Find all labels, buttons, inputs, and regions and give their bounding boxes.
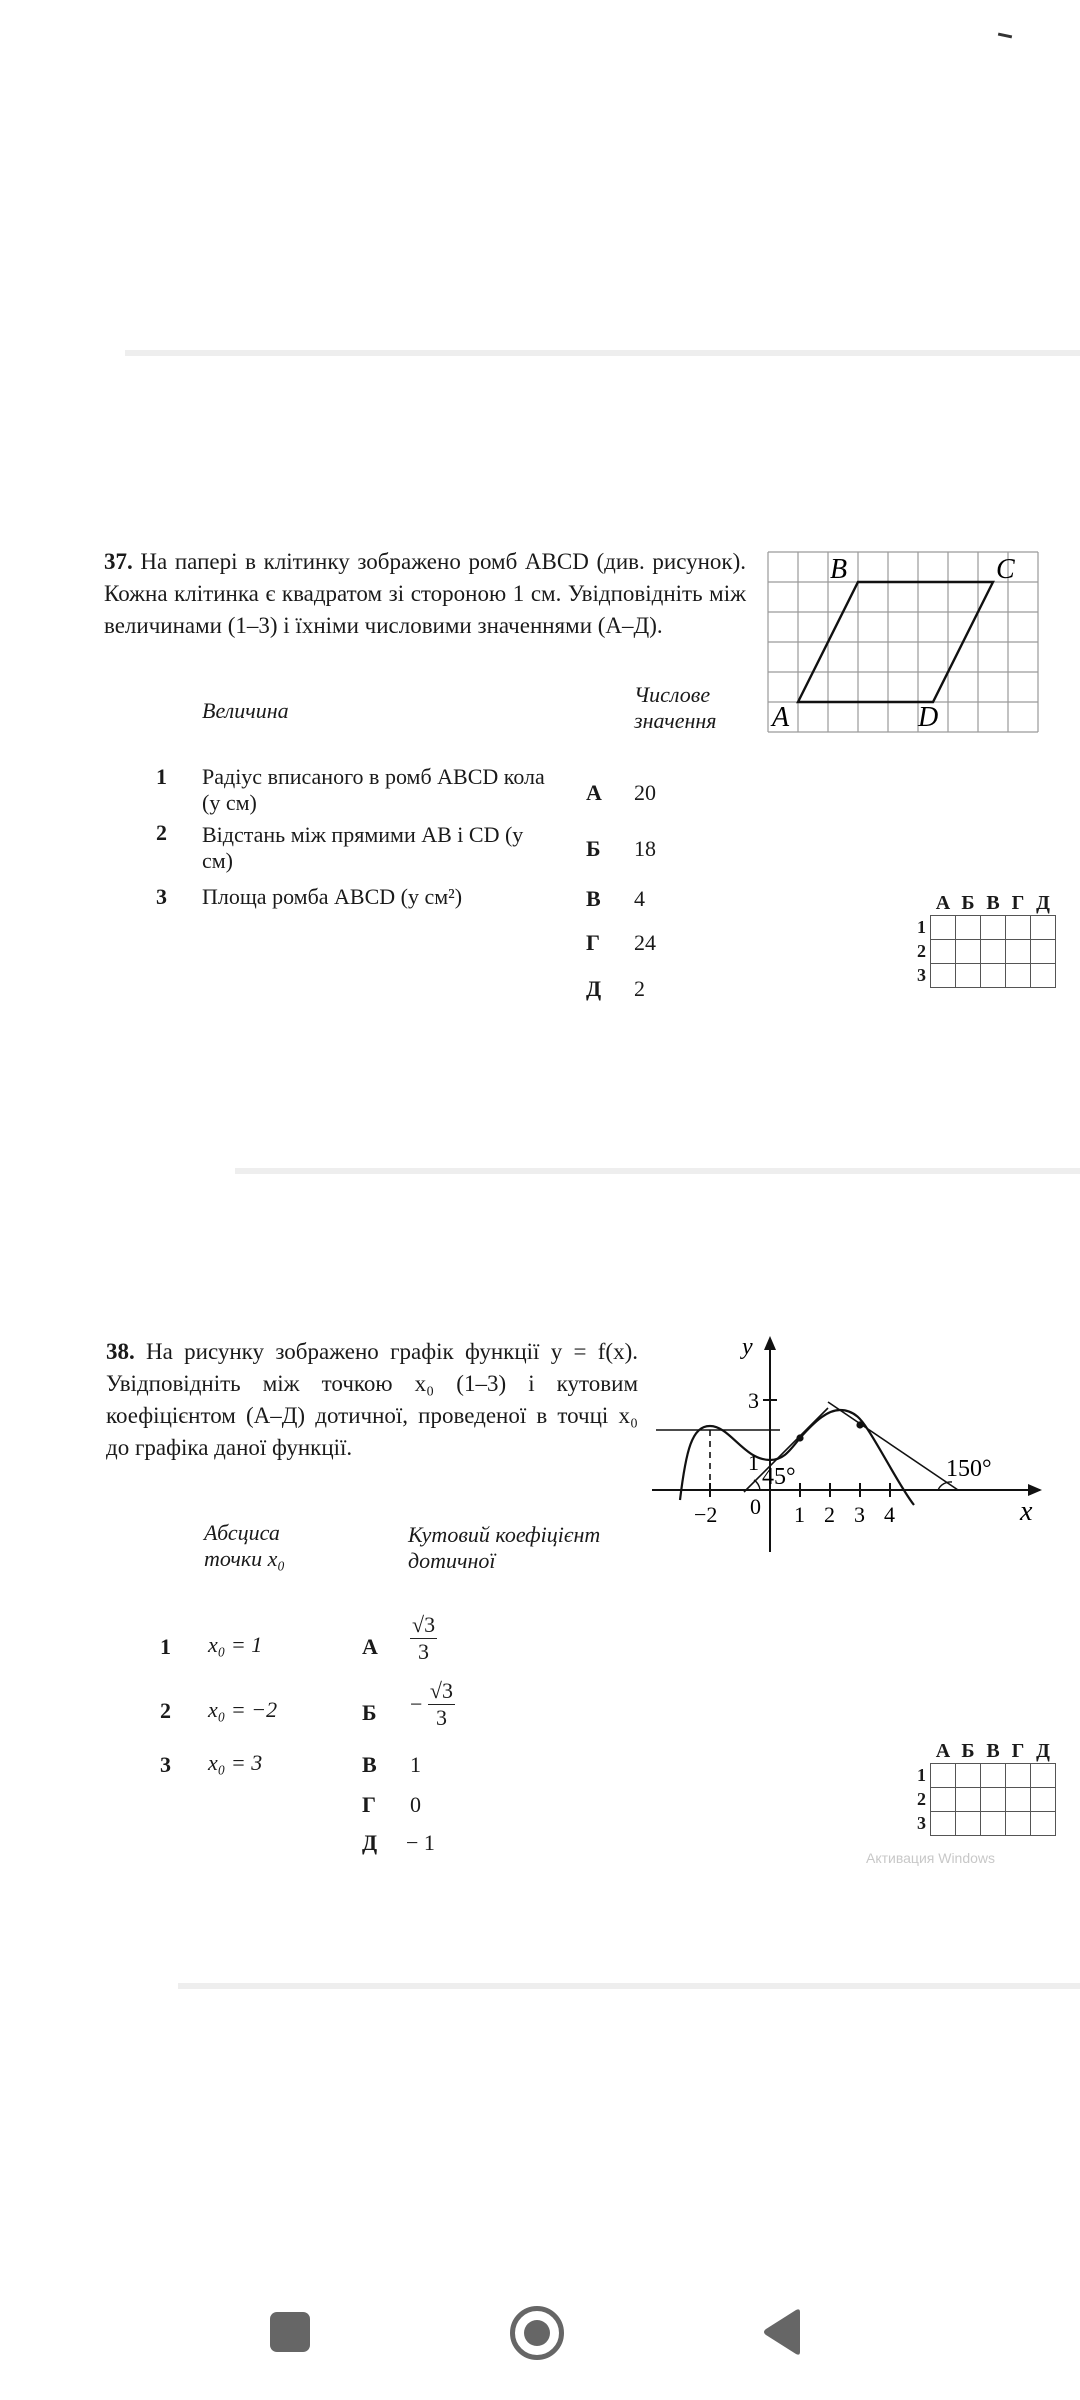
- x-axis-arrow: [1028, 1484, 1042, 1496]
- q38-row-1-num: 1: [160, 1634, 171, 1659]
- grid-col-a: А: [935, 892, 951, 914]
- q38-number: 38.: [106, 1339, 135, 1364]
- answer-cell[interactable]: [1031, 1812, 1056, 1836]
- answer-cell[interactable]: [981, 916, 1006, 940]
- q38-answer-grid: [902, 1740, 1056, 1836]
- grid-col-b: Б: [961, 892, 975, 914]
- q37-opt-g-letter: Г: [586, 930, 600, 955]
- answer-cell[interactable]: [956, 1764, 981, 1788]
- q37-col-value: Числове значення: [634, 682, 717, 733]
- answer-cell[interactable]: [931, 1812, 956, 1836]
- answer-cell[interactable]: [981, 1788, 1006, 1812]
- answer-cell[interactable]: [981, 1764, 1006, 1788]
- point-x3: [856, 1421, 863, 1428]
- answer-cell[interactable]: [931, 916, 956, 940]
- q38-opt-v-letter: В: [362, 1752, 377, 1777]
- q37-opt-d-letter: Д: [586, 976, 602, 1001]
- q38-opt-b-letter: Б: [362, 1700, 377, 1725]
- answer-cell[interactable]: [1006, 1788, 1031, 1812]
- answer-cell[interactable]: [956, 1812, 981, 1836]
- windows-activation-watermark: Активация Windows: [866, 1850, 996, 1866]
- q37-row-3-num: 3: [156, 884, 167, 909]
- q37-opt-a-letter: А: [586, 780, 602, 805]
- grid-row-label: 2: [917, 941, 926, 961]
- q38-text: На рисунку зображено графік функції y = f(x). Увідповідніть між точкою x₀ (1–3) і кутовим коефіцієнтом (А–Д) дотичної, проведеної в точці x₀ до графіка даної функції.: [106, 1339, 638, 1460]
- y-axis-arrow: [764, 1336, 776, 1350]
- x-ticks: [710, 1400, 890, 1497]
- x-axis-label: x: [1020, 1496, 1033, 1527]
- q38-col-abscissa: Абсциса точки x₀: [204, 1520, 286, 1571]
- answer-cell[interactable]: [1006, 940, 1031, 964]
- q38-col-slope: Кутовий коефіцієнт дотичної: [408, 1522, 601, 1573]
- grid-col-d: Д: [1036, 892, 1050, 914]
- q37-answer-grid: [902, 892, 1056, 988]
- y-three-label: 3: [748, 1388, 759, 1413]
- q37-row-2-num: 2: [156, 820, 167, 845]
- answer-cell[interactable]: [1006, 964, 1031, 988]
- grid-col-d: Д: [1036, 1740, 1050, 1762]
- vertex-c-label: C: [996, 554, 1015, 585]
- point-x1: [796, 1434, 803, 1441]
- grid-col-v: В: [986, 1740, 1000, 1762]
- angle-150-label: 150°: [946, 1456, 992, 1482]
- grid-col-g: Г: [1011, 1740, 1025, 1762]
- answer-cell[interactable]: [1006, 1764, 1031, 1788]
- q37-row-3-text: Площа ромба ABCD (у см²): [202, 884, 463, 909]
- q38-row-3-num: 3: [160, 1752, 171, 1777]
- q38-statement: [106, 1336, 638, 1464]
- q37-statement: [104, 546, 746, 642]
- q38-opt-a-letter: А: [362, 1634, 378, 1659]
- back-button[interactable]: [760, 2308, 804, 2356]
- answer-cell[interactable]: [1031, 964, 1056, 988]
- q37-opt-a-value: 20: [634, 780, 656, 805]
- answer-cell[interactable]: [956, 964, 981, 988]
- q37-opt-v-value: 4: [634, 886, 645, 911]
- q37-opt-g-value: 24: [634, 930, 656, 955]
- grid-row-label: 1: [917, 1765, 926, 1785]
- q38-row-2-text: x₀ = −2: [208, 1697, 278, 1722]
- status-mark: [998, 33, 1012, 39]
- q37-rhombus-figure: [760, 548, 1040, 738]
- grid-col-a: А: [935, 1740, 951, 1762]
- grid-row-label: 2: [917, 1789, 926, 1809]
- back-triangle-icon: [764, 2309, 800, 2354]
- answer-cell[interactable]: [1006, 1812, 1031, 1836]
- answer-cell[interactable]: [1031, 940, 1056, 964]
- q38-row-3-text: x₀ = 3: [208, 1750, 263, 1775]
- q38-opt-g-value: 0: [410, 1792, 421, 1817]
- answer-cell[interactable]: [931, 940, 956, 964]
- x-tick-4: 4: [884, 1502, 895, 1527]
- y-one-label: 1: [748, 1450, 759, 1475]
- q38-opt-d-value: − 1: [406, 1830, 435, 1855]
- x-tick-neg2: −2: [694, 1502, 718, 1527]
- grid-col-b: Б: [961, 1740, 975, 1762]
- answer-cell[interactable]: [981, 1812, 1006, 1836]
- q37-col-quantity: Величина: [202, 698, 289, 723]
- q37-row-1-text: Радіус вписаного в ромб ABCD кола (у см): [202, 764, 545, 815]
- q37-text: На папері в клітинку зображено ромб ABCD (див. рисунок). Кожна клітинка є квадратом зі стороною 1 см. Увідповідніть між величинами (1–3) і їхніми числовими значеннями (А–Д).: [104, 549, 747, 638]
- answer-cell[interactable]: [931, 964, 956, 988]
- x-tick-2: 2: [824, 1502, 835, 1527]
- answer-cell[interactable]: [981, 940, 1006, 964]
- recent-apps-button[interactable]: [270, 2312, 310, 2352]
- answer-cell[interactable]: [956, 940, 981, 964]
- answer-cell[interactable]: [1031, 1764, 1056, 1788]
- x-tick-1: 1: [794, 1502, 805, 1527]
- home-button[interactable]: [510, 2306, 564, 2360]
- divider-bottom: [178, 1983, 1080, 1989]
- fraction-sqrt3-over-3: $\frac{√3}{3}$: [412, 1612, 436, 1664]
- divider-middle: [235, 1168, 1080, 1174]
- q37-number: 37.: [104, 549, 133, 574]
- x-tick-3: 3: [854, 1502, 865, 1527]
- vertex-a-label: A: [772, 702, 790, 733]
- vertex-b-label: B: [830, 554, 848, 585]
- q38-opt-d-letter: Д: [362, 1830, 378, 1855]
- q38-opt-g-letter: Г: [362, 1792, 376, 1817]
- q37-row-2-text: Відстань між прямими AB і CD (у см): [202, 822, 524, 873]
- answer-cell[interactable]: [1031, 916, 1056, 940]
- grid-row-label: 3: [917, 965, 926, 985]
- q38-opt-a-value: [410, 1612, 437, 1665]
- fraction-neg-sqrt3-over-3: $\frac{√3}{3}$: [429, 1678, 453, 1730]
- answer-cell[interactable]: [956, 916, 981, 940]
- q37-opt-b-value: 18: [634, 836, 656, 861]
- grid-row-label: 1: [917, 917, 926, 937]
- answer-cell[interactable]: [981, 964, 1006, 988]
- divider-top: [125, 350, 1080, 356]
- q38-row-2-num: 2: [160, 1698, 171, 1723]
- answer-cell[interactable]: [1031, 1788, 1056, 1812]
- q38-opt-b-value: − $\frac{√3}{3}$: [410, 1678, 453, 1730]
- q37-opt-d-value: 2: [634, 976, 645, 1001]
- q37-opt-v-letter: В: [586, 886, 601, 911]
- y-axis-label: y: [742, 1334, 753, 1360]
- angle-45-arc: [754, 1480, 760, 1490]
- origin-label: 0: [750, 1494, 761, 1519]
- grid-row-label: 3: [917, 1813, 926, 1833]
- angle-150-arc: [938, 1482, 952, 1490]
- answer-cell[interactable]: [931, 1764, 956, 1788]
- grid-col-v: В: [986, 892, 1000, 914]
- vertex-d-label: D: [918, 702, 939, 733]
- q38-row-1-text: x₀ = 1: [208, 1632, 263, 1657]
- q38-function-graph: [652, 1330, 1052, 1560]
- answer-cell[interactable]: [1006, 916, 1031, 940]
- q38-opt-v-value: 1: [410, 1752, 421, 1777]
- home-dot-icon: [524, 2320, 550, 2346]
- answer-cell[interactable]: [956, 1788, 981, 1812]
- answer-cell[interactable]: [931, 1788, 956, 1812]
- q37-opt-b-letter: Б: [586, 836, 601, 861]
- q37-row-1-num: 1: [156, 764, 167, 789]
- grid-col-g: Г: [1011, 892, 1025, 914]
- angle-45-label: 45°: [762, 1464, 796, 1490]
- tangent-150: [828, 1402, 958, 1490]
